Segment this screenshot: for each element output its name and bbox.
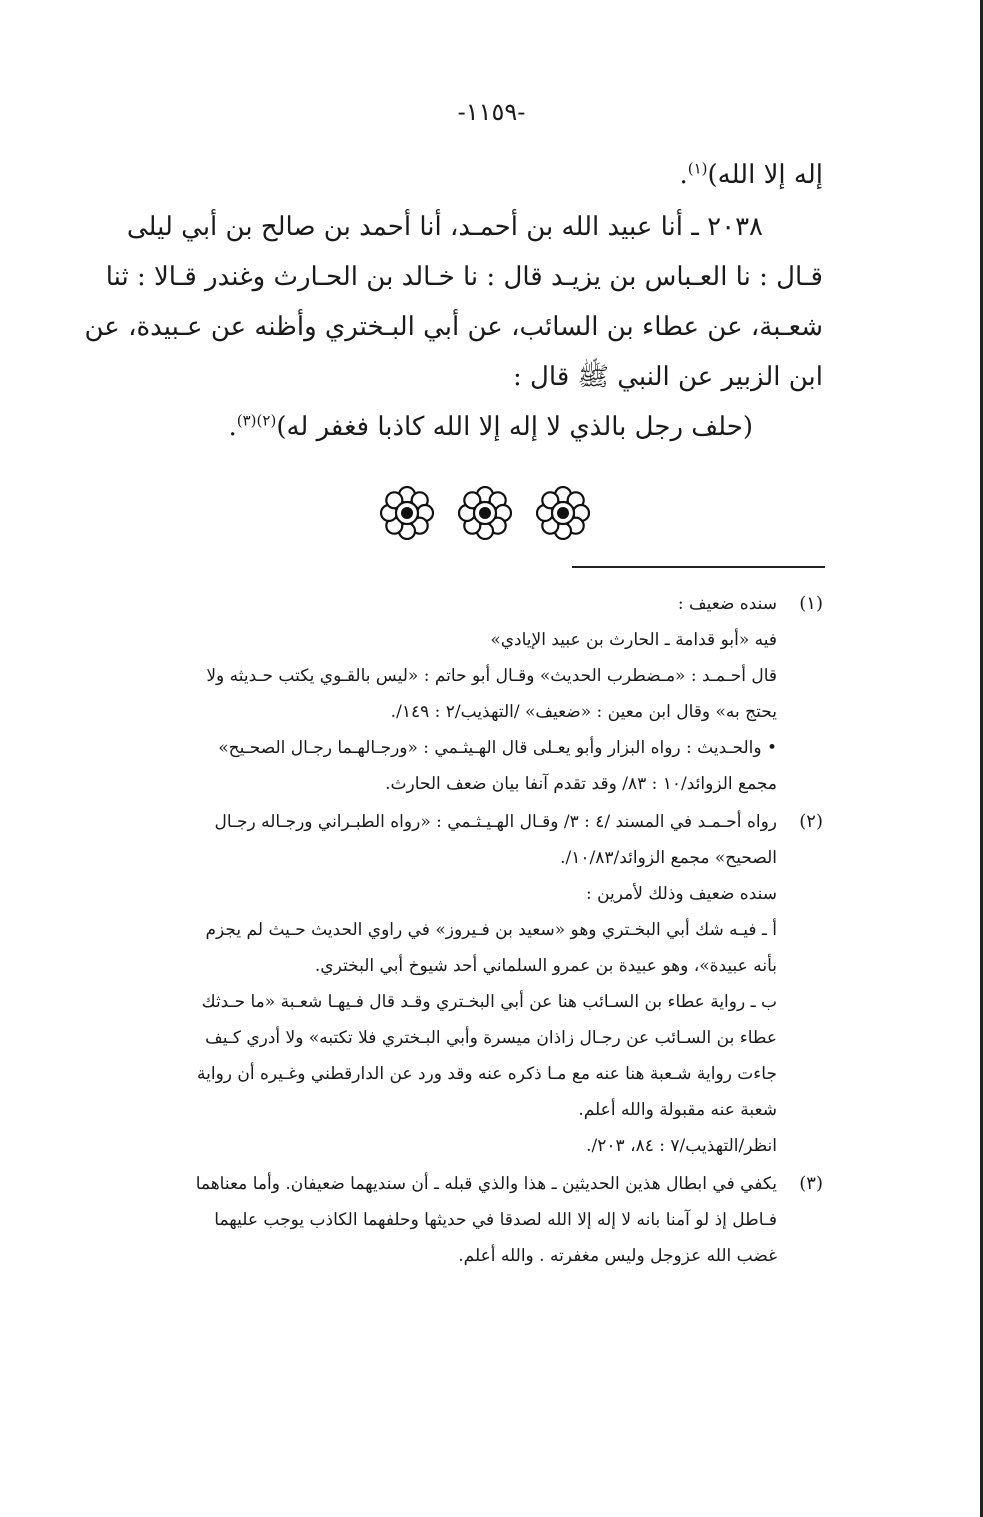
section-divider-ornaments [380,486,590,540]
hadith-line: قـال : نا العـباس بن يزيـد قال : نا خـالد بن الحـارث وغندر قـالا : ثنا [105,262,823,292]
flower-ornament-icon [380,486,434,540]
opening-text: إله إلا الله) [707,160,823,190]
footnote-2 [153,804,823,1164]
footnote-line: الصحيح» مجمع الزوائد/١٠/٨٣/. [560,848,777,868]
footnote-line: رواه أحـمـد في المسند /٤ : ٣/ وقـال الهـيـثـمي : «رواه الطبـراني ورجـاله رجـال [214,812,777,832]
flower-ornament-icon [458,486,512,540]
footnote-line: انظر/التهذيب/٧ : ٨٤، ٢٠٣/. [586,1136,777,1156]
footnote-refs-2-3: (٢)(٣) [236,411,277,430]
footnote-line: فـاطل إذ لو آمنا بانه لا إله إلا الله لصدقا في حديثها وحلفهما الكاذب يوجب عليهما [214,1210,777,1230]
hadith-paragraph [84,202,823,452]
footnote-line: فيه «أبو قدامة ـ الحارث بن عبيد الإيادي» [490,630,777,650]
opening-line: إله إلا الله)$^{(١)}$. [679,159,823,190]
hadith-line: شعـبة، عن عطاء بن السائب، عن أبي البـختري وأظنه عن عـبيدة، عن [84,312,823,342]
footnote-line: سنده ضعيف وذلك لأمرين : [585,884,777,904]
footnote-number: (٢) [799,811,823,832]
footnotes [153,586,823,1276]
hadith-line: ٢٠٣٨ ـ أنا عبيد الله بن أحمـد، أنا أحمد بن صالح بن أبي ليلى [126,212,763,242]
footnote-line: أ ـ فيـه شك أبي البخـتري وهو «سعيد بن فـيروز» في راوي الحديث حـيث لم يجزم [205,920,777,940]
page-number: -١١٥٩- [457,98,526,126]
footnote-line: مجمع الزوائد/١٠ : ٨٣/ وقد تقدم آنفا بيان ضعف الحارث. [385,774,777,794]
quote-text: (حلف رجل بالذي لا إله إلا الله كاذبا فغفر له) [276,412,753,442]
flower-ornament-icon [536,486,590,540]
footnote-separator [572,566,825,568]
footnote-line: ب ـ رواية عطاء بن السـائب هنا عن أبي البخـتري وقـد قال فـيهـا شعـبة «ما حـدثك [201,992,777,1012]
footnote-ref-1: (١) [687,159,708,178]
footnote-line: سنده ضعيف : [677,594,777,614]
footnote-line: شعبة عنه مقبولة والله أعلم. [578,1100,777,1120]
footnote-line: • والحـديث : رواه البزار وأبو يعـلى قال الهـيثـمي : «ورجـالهـما رجـال الصحـيح» [218,738,777,758]
footnote-number: (١) [799,593,823,614]
footnote-3 [153,1166,823,1274]
footnote-line: جاءت رواية شـعبة هنا عنه مع مـا ذكره عنه وقد ورد عن الدارقطني وغـيره أن رواية [197,1064,777,1084]
footnote-line: بأنه عبيدة»، وهو عبيدة بن عمرو السلماني أحد شيوخ أبي البختري. [314,956,777,976]
footnote-line: قال أحـمـد : «مـضطرب الحديث» وقـال أبو حاتم : «ليس بالقـوي يكتب حـديثه ولا [206,666,777,686]
footnote-line: يحتج به» وقال ابن معين : «ضعيف» /التهذيب/٢ : ١٤٩/. [390,702,777,722]
footnote-line: عطاء بن السـائب عن رجـال زاذان ميسرة وأبي البـختري فلا تكتبه» ولا أدري كـيف [205,1028,777,1048]
footnote-line: يكفي في ابطال هذين الحديثين ـ هذا والذي قبله ـ أن سنديهما ضعيفان. وأما معناهما [195,1174,777,1194]
hadith-quote: (حلف رجل بالذي لا إله إلا الله كاذبا فغفر له)$^{(٢)(٣)}$. [228,411,753,442]
footnote-line: غضب الله عزوجل وليس مغفرته . والله أعلم. [458,1246,777,1266]
footnote-number: (٣) [799,1173,823,1194]
footnote-1 [153,586,823,802]
hadith-line: ابن الزبير عن النبي ﷺ قال : [513,362,823,392]
